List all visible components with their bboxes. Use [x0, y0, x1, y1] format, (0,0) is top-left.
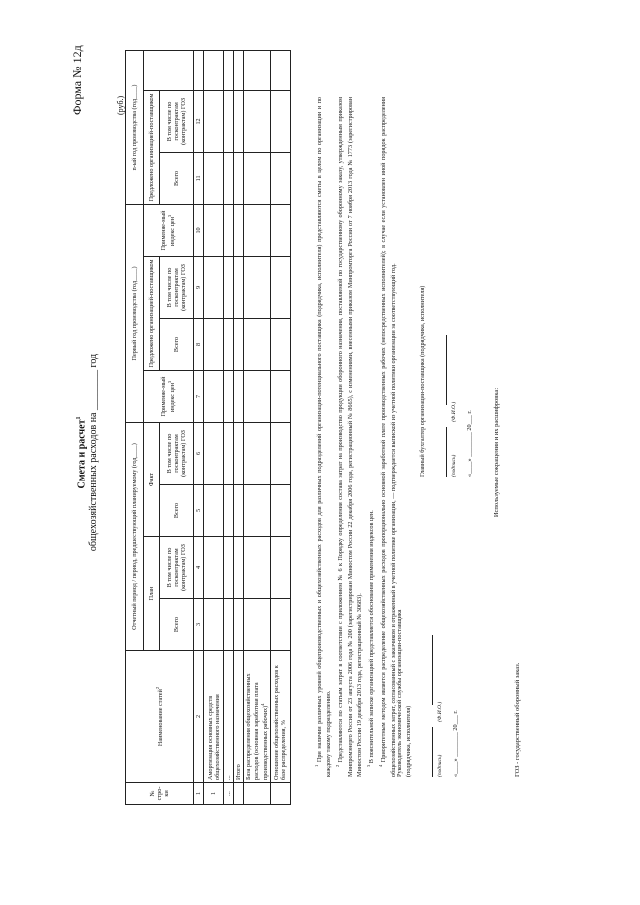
footnote: $^2$ Представляются по статьям затрат в соответствии с приложением № 6 к Порядку определения состава затрат на производство продукции оборонного назначения, поставляемой по государственному оборонному заказу, утвержденным приказом Минпромэнерго России от 23 августа 2006 года № 200 (зарегистрирован Минюстом России 22 декабря 2006 года, регистрационный № 8665), с изменениями, внесенными приказом Минпромторга России от 7 ноября 2013 года № 1773 (зарегистрирован Минюстом России 19 декабря 2013 года, регистрационный № 30683).: [335, 96, 363, 777]
signature-caption: (подпись): [451, 454, 457, 477]
signature-block-economist: [395, 577, 460, 777]
signature-title: Руководитель экономической службы организации-поставщика (подрядчика, исполнителя): [396, 609, 412, 777]
name-caption: (Ф.И.О.): [437, 701, 443, 722]
col-number: 12: [194, 90, 204, 152]
signature-block-accountant: [418, 257, 474, 477]
header-spacer: [144, 50, 194, 90]
footnote: $^3$ В пояснительной записке организацией представляется обоснование применения индексов цен.: [366, 510, 376, 767]
header-first-year: Первый год производства (год____): [126, 204, 144, 422]
col-number: 11: [194, 152, 204, 204]
header-price-index-n: Применяе-мый индекс цен$^3$: [144, 204, 194, 256]
signature-date: «____» ________ 20___ г.: [452, 710, 459, 777]
document-title: [76, 0, 87, 905]
row-label-total: Итого: [234, 651, 244, 783]
table-row: [234, 50, 244, 804]
header-total: Всего: [160, 599, 194, 651]
header-plan: План: [144, 537, 160, 651]
unit-label: (руб.): [116, 95, 125, 115]
signature-caption: (подпись): [437, 754, 443, 777]
header-fact: Факт: [144, 422, 160, 536]
signature-date: «____» ________ 20___ г.: [466, 410, 473, 477]
form-number: Форма № 12д: [70, 45, 84, 115]
estimate-table: [125, 50, 291, 805]
column-number-row: [194, 50, 204, 804]
col-number: 7: [194, 370, 204, 422]
table-row: [244, 50, 270, 804]
footnote: $^1$ При наличии различных уровней общепроизводственных и общехозяйственных расходов для различных подразделений организации-потенциального поставщика (подрядчика, исполнителя) представляются сметы в целом по организации и по каждому такому подразделению.: [314, 96, 333, 777]
header-report-period: Отчетный период / период, предшествующий планируемому (год____): [126, 422, 144, 650]
header-incl-goz: В том числе по госконтрактам (контрактам) ГОЗ: [160, 422, 194, 484]
header-row-number: № стро-ки: [126, 783, 194, 805]
row-label: Амортизация основных средств общехозяйственного назначения: [204, 651, 224, 783]
footnotes: [312, 97, 398, 777]
header-total: Всего: [160, 318, 194, 370]
row-label: База распределения общехозяйственных расходов (основная заработная плата производственных рабочих)$^4$: [244, 651, 270, 783]
col-number: 8: [194, 318, 204, 370]
table-row: [224, 50, 234, 804]
col-number: 10: [194, 204, 204, 256]
abbreviations-title: Используемые сокращения и их расшифровка:: [493, 387, 500, 518]
row-number: ...: [224, 783, 234, 805]
col-number: 5: [194, 485, 204, 537]
title-footnote-mark: 1: [76, 416, 82, 420]
col-number: 1: [194, 783, 204, 805]
col-number: [194, 50, 204, 90]
title-main: Смета и расчет: [76, 419, 88, 489]
header-incl-goz: В том числе по госконтрактам (контрактам) ГОЗ: [160, 537, 194, 599]
header-offered-first: Предложено организацией-поставщиком: [144, 256, 160, 370]
footnote: $^4$ Приоритетным методом является распределение общехозяйственных расходов пропорционально основной заработной плате производственных рабочих (непосредственных исполнителей); в случае если установлен иной порядок распределения общехозяйственных затрат, согласованный с заказчиком и отраженный в учетной политике организации, — подтверждается выпиской из учетной политики организации за соответствующий год.: [378, 96, 397, 777]
table-row: [204, 50, 224, 804]
row-number: 1: [204, 783, 224, 805]
header-incl-goz: В том числе по госконтрактам (контрактам) ГОЗ: [160, 90, 194, 152]
header-nth-year: n-ый год производства (год____): [126, 50, 144, 204]
col-number: 4: [194, 537, 204, 599]
header-item-name: Наименование статей$^2$: [126, 651, 194, 783]
header-total: Всего: [160, 485, 194, 537]
header-incl-goz: В том числе по госконтрактам (контрактам) ГОЗ: [160, 256, 194, 318]
abbreviation-goz: ГОЗ - государственный оборонный заказ.: [514, 662, 521, 777]
header-total: Всего: [160, 152, 194, 204]
row-label: ...: [224, 651, 234, 783]
document-subtitle: общехозяйственных расходов на ________ год: [88, 353, 99, 552]
signature-title: Главный бухгалтер организации-поставщика (подрядчика, исполнителя): [419, 285, 426, 477]
header-price-index: Применяе-мый индекс цен$^3$: [144, 370, 194, 422]
name-caption: (Ф.И.О.): [451, 401, 457, 422]
table-row: [270, 50, 290, 804]
row-label: Отношение общехозяйственных расходов к базе распределения, %: [270, 651, 290, 783]
col-number: 6: [194, 422, 204, 484]
col-number: 2: [194, 651, 204, 783]
col-number: 3: [194, 599, 204, 651]
col-number: 9: [194, 256, 204, 318]
header-offered-nth: Предложено организацией-поставщиком: [144, 90, 160, 204]
